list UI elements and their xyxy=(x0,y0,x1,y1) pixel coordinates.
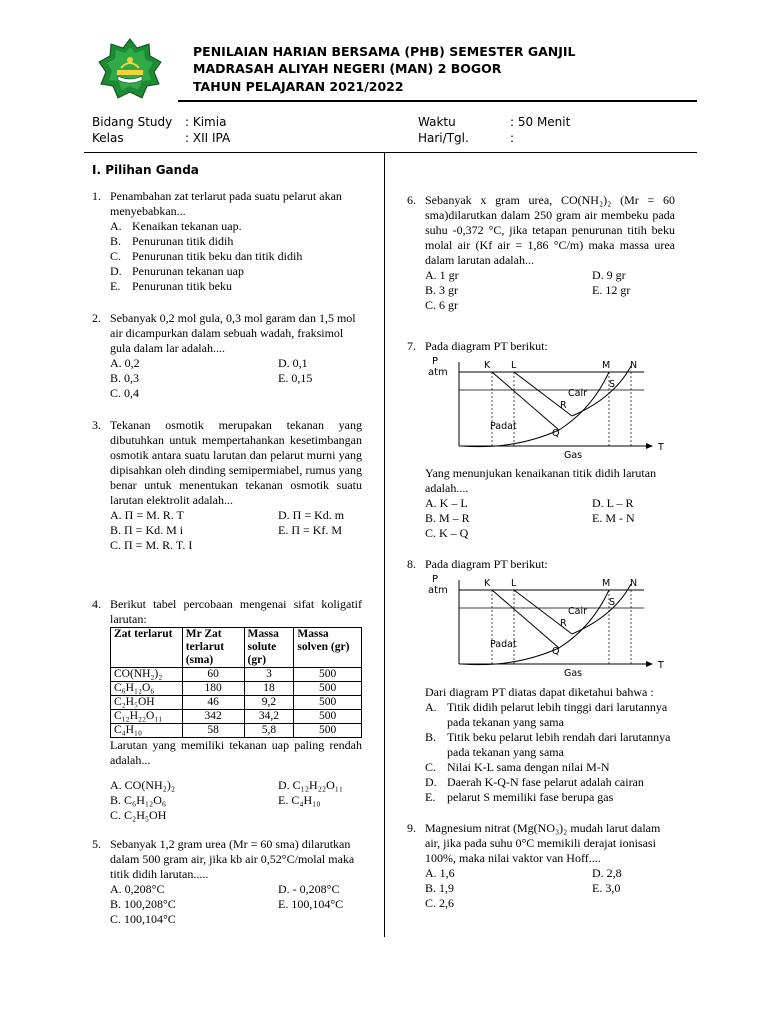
question-text-2: Larutan yang memiliki tekanan uap paling rendah adalah... xyxy=(110,738,362,767)
option-a[interactable]: A. K – L xyxy=(425,496,468,510)
question-number: 9. xyxy=(407,821,416,835)
question-text: Sebanyak 1,2 gram urea (Mr = 60 sma) dilarutkan dalam 500 gram air, jika kb air 0,52°C/molal maka titik didih larutan..... xyxy=(110,837,355,881)
question-6 xyxy=(407,193,675,313)
option-e[interactable]: E. pelarut S memiliki fase berupa gas xyxy=(425,790,614,804)
point-r: R xyxy=(560,618,567,629)
axis-label-p: P xyxy=(432,356,439,367)
region-gas: Gas xyxy=(564,668,583,679)
pt-diagram-1 xyxy=(424,354,676,464)
option-d[interactable]: D. - 0,208°C xyxy=(278,882,340,896)
axis-label-t: T xyxy=(658,660,664,671)
header-title-1: PENILAIAN HARIAN BERSAMA (PHB) SEMESTER GANJIL xyxy=(193,44,576,59)
question-text: Penambahan zat terlarut pada suatu pelarut akan menyebabkan... xyxy=(110,189,342,218)
option-b[interactable]: B. C₆H₁₂O₆ xyxy=(110,793,167,807)
table-row: C₁₂H₂₂O₁₁ 342 34,2 500 xyxy=(111,710,362,724)
option-c[interactable]: C. Π = M. R. T. I xyxy=(110,538,193,552)
option-e[interactable]: E. 0,15 xyxy=(278,371,313,385)
question-text-2: Yang menunjukan kenaikanan titik didih larutan adalah.... xyxy=(425,466,657,495)
time-label: Waktu xyxy=(418,115,456,129)
option-d[interactable]: D. Daerah K-Q-N fase pelarut adalah cairan xyxy=(425,775,644,789)
option-a[interactable]: A. Π = M. R. T xyxy=(110,508,184,522)
axis-label-atm: atm xyxy=(428,585,448,596)
question-7-answers xyxy=(407,466,675,541)
option-e[interactable]: E. Π = Kf. M xyxy=(278,523,343,537)
table-header: Massa solute (gr) xyxy=(244,628,294,668)
option-b[interactable]: B. 1,9 xyxy=(425,881,455,895)
question-number: 7. xyxy=(407,339,416,353)
table-row: CO(NH₂)₂ 60 3 500 xyxy=(111,668,362,682)
point-m: M xyxy=(602,360,611,371)
region-cair: Cair xyxy=(568,606,587,617)
option-c[interactable]: C. 2,6 xyxy=(425,896,455,910)
point-k: K xyxy=(484,360,491,371)
table-header: Zat terlarut xyxy=(111,628,183,668)
question-text-2: Dari diagram PT diatas dapat diketahui bahwa : xyxy=(425,685,654,699)
question-7 xyxy=(407,339,675,354)
question-number: 3. xyxy=(92,418,101,432)
option-a[interactable]: A. Kenaikan tekanan uap. xyxy=(110,219,242,233)
region-gas: Gas xyxy=(564,450,583,461)
option-b[interactable]: B. Penurunan titik didih xyxy=(110,234,234,248)
point-n: N xyxy=(630,360,638,371)
option-b[interactable]: B. Π = Kd. M i xyxy=(110,523,184,537)
option-e[interactable]: E. C₄H₁₀ xyxy=(278,793,321,807)
point-q: Q xyxy=(552,428,560,439)
option-e[interactable]: E. 12 gr xyxy=(592,283,631,297)
question-text: Sebanyak 0,2 mol gula, 0,3 mol garam dan 1,5 mol air dicampurkan dalam sebuah wadah, fraksimol gula dalam lar adalah.... xyxy=(110,311,356,355)
option-d[interactable]: D. 0,1 xyxy=(278,356,308,370)
class-label: Kelas xyxy=(92,131,124,145)
question-8-answers xyxy=(407,685,682,805)
question-text: Pada diagram PT berikut: xyxy=(425,557,548,571)
option-a[interactable]: A. 1 gr xyxy=(425,268,459,282)
header-divider xyxy=(178,100,697,102)
option-e[interactable]: E. Penurunan titik beku xyxy=(110,279,232,293)
question-text: Magnesium nitrat (Mg(NO₃)₂ mudah larut dalam air, jika pada suhu 0°C memikili derajat ionisasi 100%, maka nilai vaktor van Hoff.... xyxy=(425,821,661,865)
option-c[interactable]: C. Penurunan titik beku dan titik didih xyxy=(110,249,303,263)
option-b[interactable]: B. 100,208°C xyxy=(110,897,176,911)
question-number: 2. xyxy=(92,311,101,325)
header-title-3: TAHUN PELAJARAN 2021/2022 xyxy=(193,79,404,94)
option-a[interactable]: A. 0,208°C xyxy=(110,882,165,896)
question-text: Berikut tabel percobaan mengenai sifat koligatif larutan: xyxy=(110,597,362,626)
axis-label-atm: atm xyxy=(428,367,448,378)
region-cair: Cair xyxy=(568,388,587,399)
table-row: C₄H₁₀ 58 5,8 500 xyxy=(111,724,362,738)
pt-diagram-2 xyxy=(424,572,676,682)
region-padat: Padat xyxy=(490,639,517,650)
question-number: 1. xyxy=(92,189,101,203)
option-d[interactable]: D. C₁₂H₂₂O₁₁ xyxy=(278,778,344,792)
option-d[interactable]: D. L – R xyxy=(592,496,634,510)
question-number: 6. xyxy=(407,193,416,207)
axis-label-t: T xyxy=(658,442,664,453)
region-padat: Padat xyxy=(490,421,517,432)
option-a[interactable]: A. CO(NH₂)₂ xyxy=(110,778,176,792)
question-number: 5. xyxy=(92,837,101,851)
question-2 xyxy=(92,311,362,401)
class-value: : XII IPA xyxy=(185,131,231,145)
option-e[interactable]: E. 3,0 xyxy=(592,881,621,895)
question-number: 4. xyxy=(92,597,101,611)
x-axis-arrow xyxy=(646,661,653,667)
option-d[interactable]: D. Π = Kd. m xyxy=(278,508,345,522)
question-3 xyxy=(92,418,362,553)
question-number: 8. xyxy=(407,557,416,571)
option-a[interactable]: A. 0,2 xyxy=(110,356,140,370)
table-row: C₂H₅OH 46 9,2 500 xyxy=(111,696,362,710)
section-title: I. Pilihan Ganda xyxy=(92,163,199,177)
subject-label: Bidang Study xyxy=(92,115,173,129)
question-5 xyxy=(92,837,362,927)
option-d[interactable]: D. Penurunan tekanan uap xyxy=(110,264,244,278)
time-value: : 50 Menit xyxy=(510,115,571,129)
option-c[interactable]: C. K – Q xyxy=(425,526,469,540)
point-r: R xyxy=(560,400,567,411)
axis-label-p: P xyxy=(432,574,439,585)
school-logo xyxy=(97,38,163,100)
option-a[interactable]: A. 1,6 xyxy=(425,866,455,880)
question-1 xyxy=(92,189,362,294)
point-m: M xyxy=(602,578,611,589)
option-e[interactable]: E. M - N xyxy=(592,511,635,525)
x-axis-arrow xyxy=(646,443,653,449)
subject-value: : Kimia xyxy=(185,115,227,129)
option-a[interactable]: A. Titik didih pelarut lebih tinggi dari larutannya pada tekanan yang sama xyxy=(425,700,668,729)
option-c[interactable]: C. 6 gr xyxy=(425,298,458,312)
question-text: Pada diagram PT berikut: xyxy=(425,339,548,353)
day-label: Hari/Tgl. xyxy=(418,131,469,145)
table-header: Massa solven (gr) xyxy=(294,628,362,668)
point-q: Q xyxy=(552,646,560,657)
option-d[interactable]: D. 9 gr xyxy=(592,268,626,282)
question-4 xyxy=(92,597,362,823)
koligatif-table xyxy=(110,627,362,738)
point-s: S xyxy=(609,597,616,608)
question-text: Tekanan osmotik merupakan tekanan yang dibutuhkan untuk mempertahankan kesetimbangan osmotik antara suatu larutan dan pelarut murni yang dipisahkan oleh dinding semipermiabel, rumus yang benar untuk menentukan tekanan osmotik suatu larutan elektrolit adalah... xyxy=(110,418,362,507)
info-divider xyxy=(84,152,697,153)
option-c[interactable]: C. Nilai K-L sama dengan nilai M-N xyxy=(425,760,610,774)
option-c[interactable]: C. 0,4 xyxy=(110,386,140,400)
point-n: N xyxy=(630,578,638,589)
point-l: L xyxy=(511,360,517,371)
point-k: K xyxy=(484,578,491,589)
column-divider xyxy=(384,153,385,937)
day-value: : xyxy=(510,131,515,145)
point-s: S xyxy=(609,379,616,390)
option-e[interactable]: E. 100,104°C xyxy=(278,897,344,911)
question-9 xyxy=(407,821,669,911)
table-header: Mr Zat terlarut (sma) xyxy=(182,628,244,668)
table-row: C₆H₁₂O₆ 180 18 500 xyxy=(111,682,362,696)
option-b[interactable]: B. M – R xyxy=(425,511,470,525)
question-8 xyxy=(407,557,675,572)
option-b[interactable]: B. Titik beku pelarut lebih rendah dari larutannya pada tekanan yang sama xyxy=(425,730,671,759)
option-b[interactable]: B. 0,3 xyxy=(110,371,140,385)
point-l: L xyxy=(511,578,517,589)
option-b[interactable]: B. 3 gr xyxy=(425,283,458,297)
option-c[interactable]: C. 100,104°C xyxy=(110,912,176,926)
option-c[interactable]: C. C₂H₅OH xyxy=(110,808,167,822)
header-title-2: MADRASAH ALIYAH NEGERI (MAN) 2 BOGOR xyxy=(193,61,502,76)
option-d[interactable]: D. 2,8 xyxy=(592,866,622,880)
question-text: Sebanyak x gram urea, CO(NH₂)₂ (Mr = 60 sma)dilarutkan dalam 250 gram air membeku pada suhu -0,372 °C, jika tetapan penurunan titih beku molal air (Kf air = 1,86 °C/m) maka massa urea dalam larutan adalah... xyxy=(425,193,675,267)
